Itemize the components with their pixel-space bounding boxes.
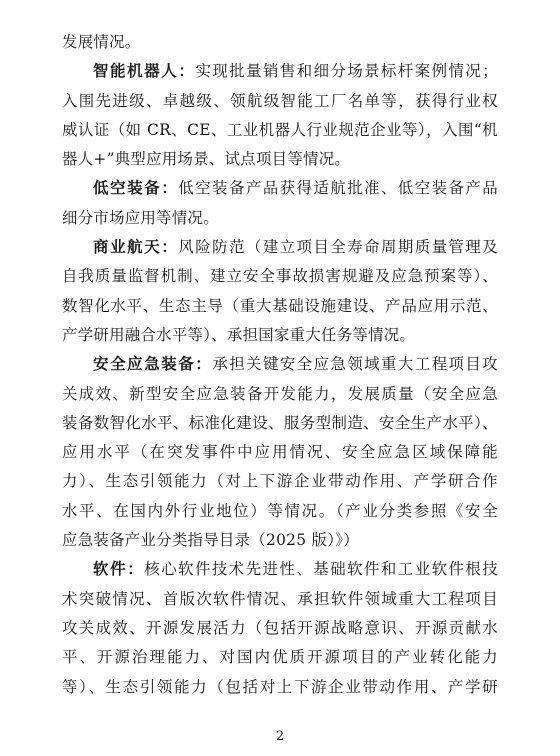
text-line [62, 292, 498, 321]
text-line [62, 585, 498, 614]
paragraph-low-altitude-equipment [62, 174, 498, 203]
line-text: 低空装备产品获得适航批准、低空装备产品 [178, 179, 498, 198]
paragraph-heading: 智能机器人： [93, 62, 196, 81]
text-line [62, 321, 498, 350]
document-page [62, 28, 498, 702]
paragraph-heading: 安全应急装备： [93, 355, 213, 374]
line-text: 承担关键安全应急领域重大工程项目攻 [212, 355, 498, 374]
text-line [62, 526, 498, 555]
text-line [62, 262, 498, 291]
line-text: 发展情况。 [62, 33, 141, 51]
page-number: 2 [275, 729, 285, 744]
line-text: 风险防范（建立项目全寿命周期质量管理及 [178, 238, 498, 257]
text-line [62, 438, 498, 467]
text-line [62, 145, 498, 174]
paragraph-software [62, 555, 498, 584]
line-text: 水平、在国内外行业地位）等情况。（产业分类参照《安全 [62, 501, 498, 520]
line-text: 产学研用融合水平等）、承担国家重大任务等情况。 [62, 325, 416, 344]
line-text: 自我质量监督机制、建立安全事故损害规避及应急预案等）、 [62, 267, 498, 286]
text-line [62, 380, 498, 409]
text-line [62, 409, 498, 438]
line-text: 入围先进级、卓越级、领航级智能工厂名单等，获得行业权 [62, 91, 498, 110]
line-text: 应用水平（在突发事件中应用情况、安全应急区域保障能 [62, 443, 498, 462]
line-text: 器人+”典型应用场景、试点项目等情况。 [62, 150, 351, 169]
text-line [62, 643, 498, 672]
line-text: 术突破情况、首版次软件情况、承担软件领域重大工程项目 [62, 589, 498, 608]
line-text: 核心软件技术先进性、基础软件和工业软件根技 [144, 560, 498, 579]
line-text: 细分市场应用等情况。 [62, 208, 219, 227]
line-text: 实现批量销售和细分场景标杆案例情况； [195, 62, 498, 81]
line-text: 应急装备产业分类指导目录（2025 版）》） [62, 531, 359, 550]
text-line [62, 467, 498, 496]
line-text: 关成效、新型安全应急装备开发能力，发展质量（安全应急 [62, 384, 498, 403]
paragraph-intelligent-robots [62, 57, 498, 86]
text-line [62, 87, 498, 116]
line-text: 力）、生态引领能力（对上下游企业带动作用、产学研合作 [62, 472, 498, 491]
line-text: 威认证（如 CR、CE、工业机器人行业规范企业等），入围“机 [62, 120, 498, 139]
text-line [62, 497, 498, 526]
line-text: 装备数智化水平、标准化建设、服务型制造、安全生产水平）、 [62, 413, 498, 432]
text-line [62, 614, 498, 643]
text-line [62, 28, 498, 57]
text-line [62, 116, 498, 145]
line-text: 攻关成效、开源发展活力（包括开源战略意识、开源贡献水 [62, 618, 498, 637]
line-text: 数智化水平、生态主导（重大基础设施建设、产品应用示范、 [62, 296, 498, 315]
paragraph-heading: 软件： [93, 560, 145, 579]
paragraph-commercial-aerospace [62, 233, 498, 262]
line-text: 等）、生态引领能力（包括对上下游企业带动作用、产学研 [62, 677, 498, 696]
paragraph-heading: 低空装备： [93, 179, 179, 198]
line-text: 平、开源治理能力、对国内优质开源项目的产业转化能力 [62, 648, 498, 667]
paragraph-safety-emergency-equipment [62, 350, 498, 379]
paragraph-heading: 商业航天： [93, 238, 179, 257]
text-line [62, 673, 498, 702]
text-line [62, 204, 498, 233]
